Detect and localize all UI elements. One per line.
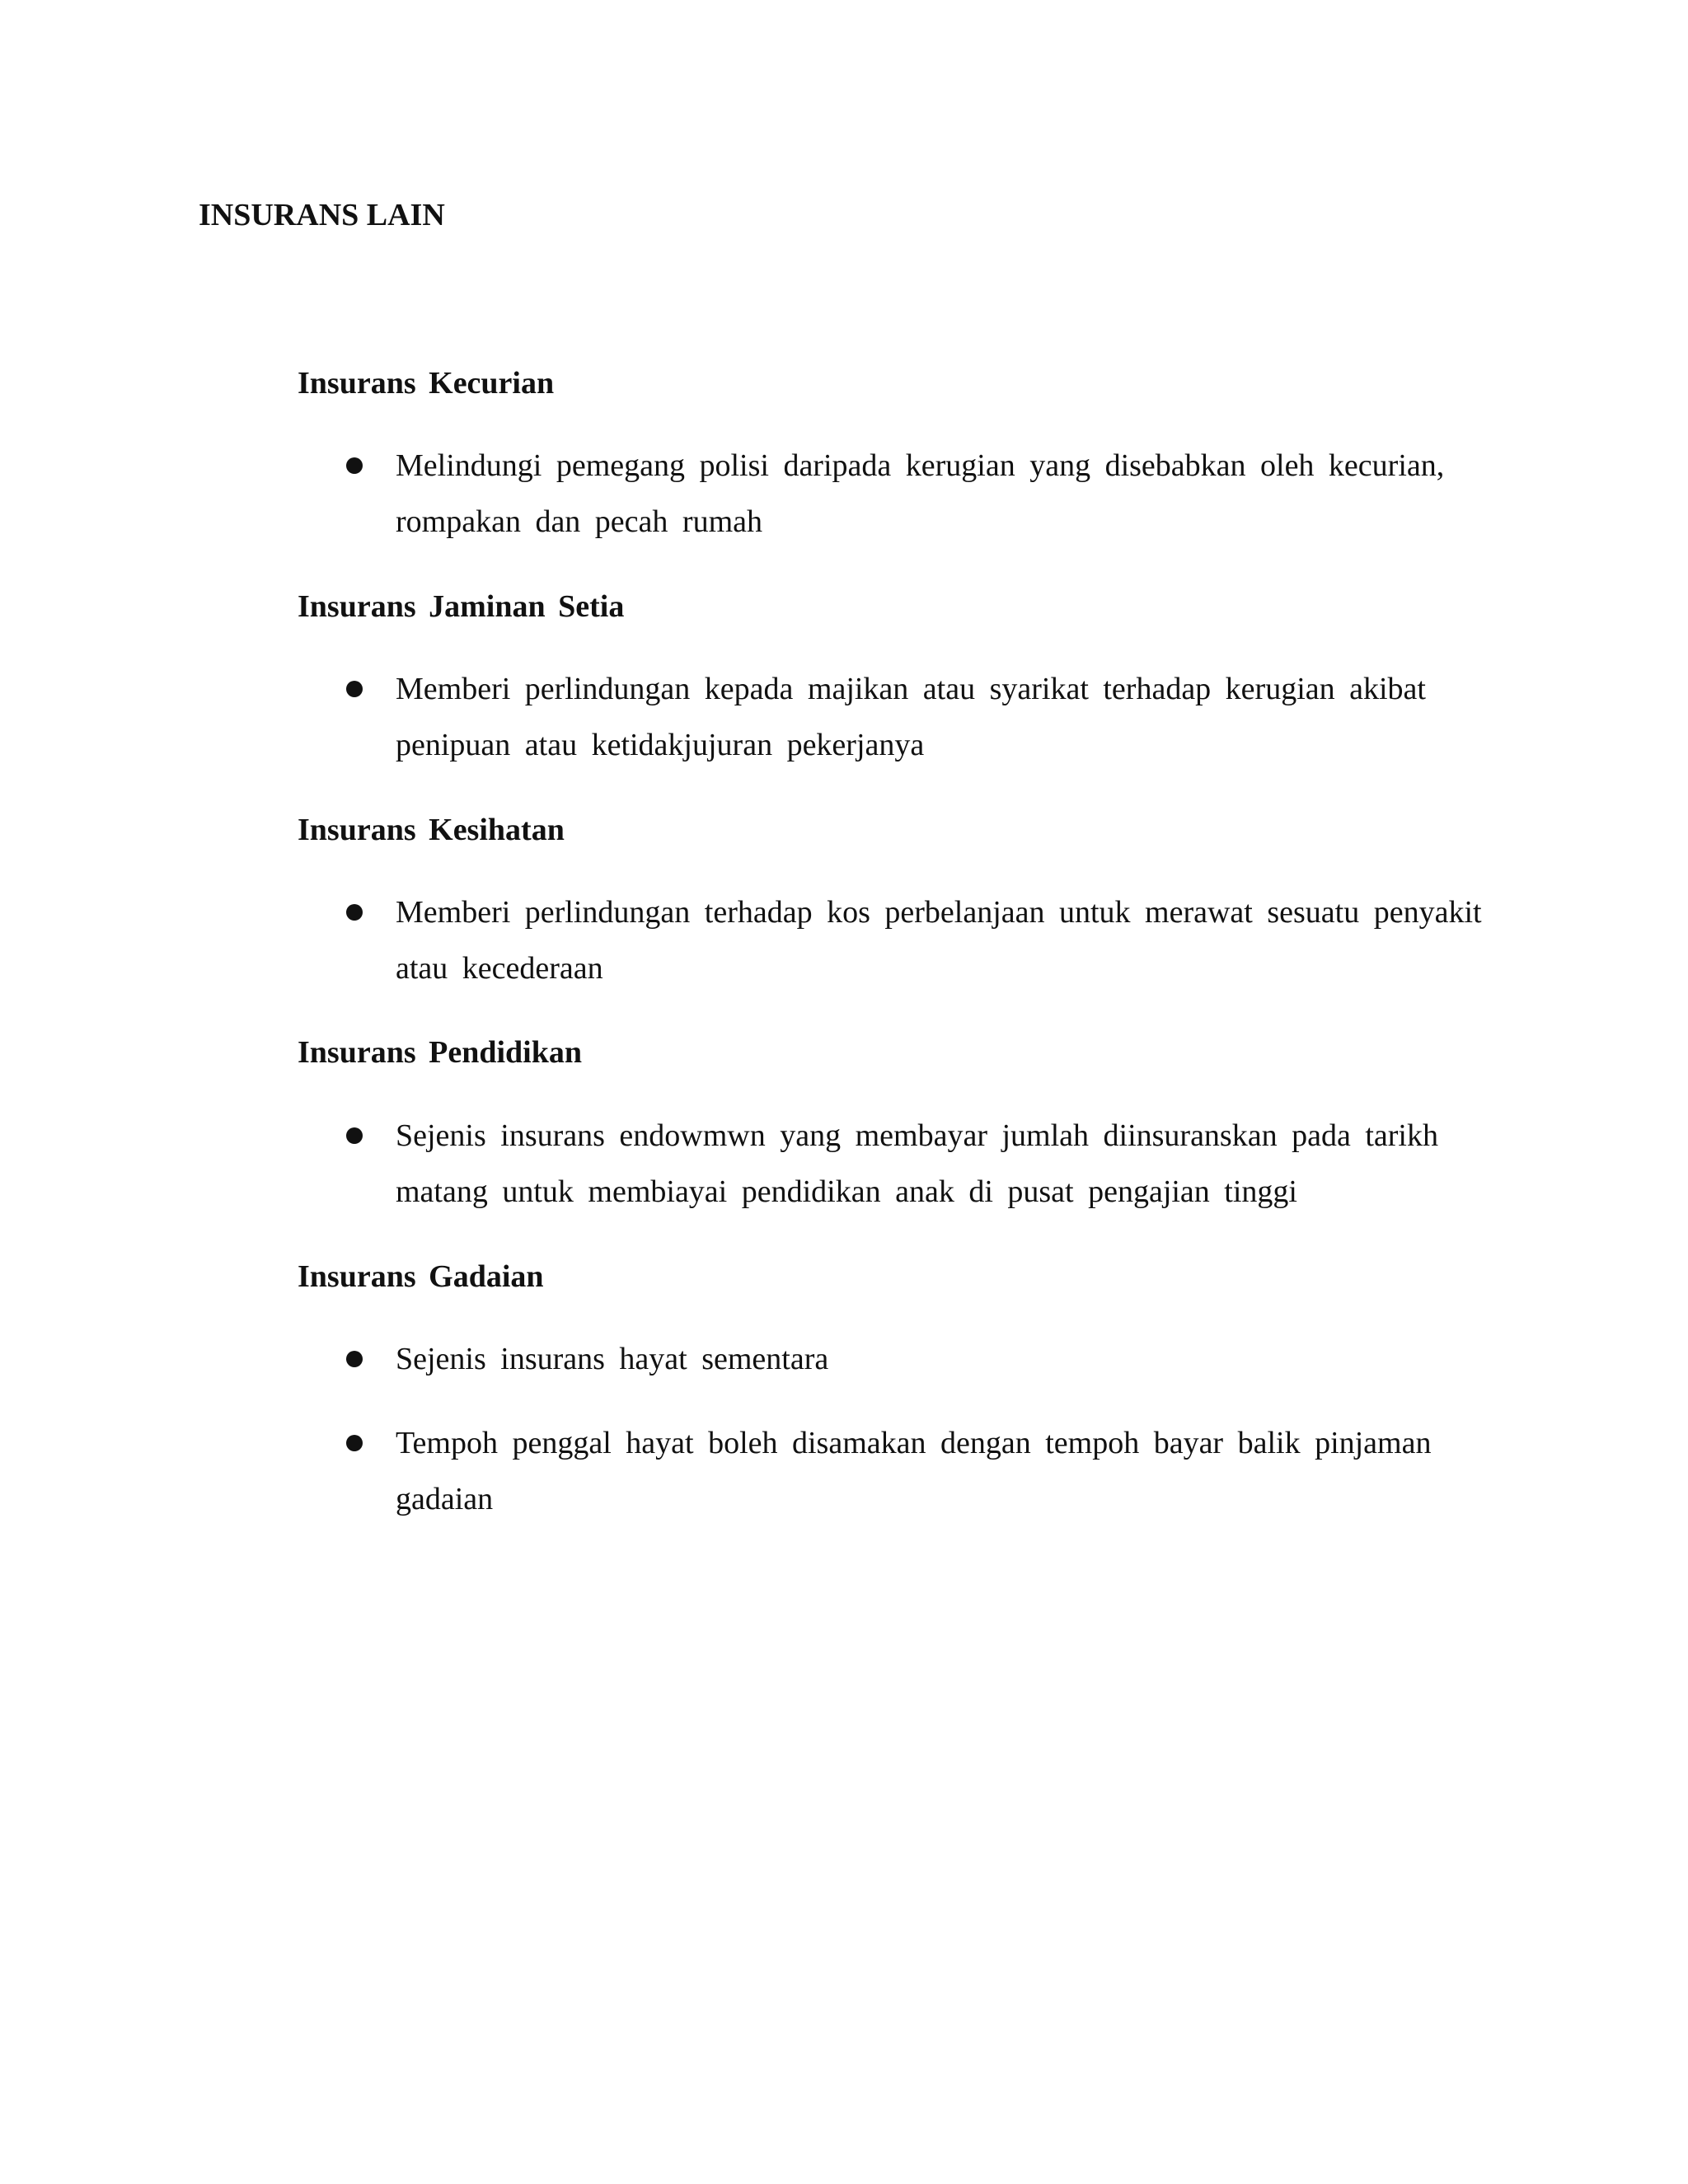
section-heading-gadaian: Insurans Gadaian (298, 1259, 544, 1294)
bullet-text-kecurian: Melindungi pemegang polisi daripada kerugian yang disebabkan oleh kecurian, rompakan dan pecah rumah (396, 448, 1445, 539)
section-heading-pendidikan: Insurans Pendidikan (298, 1035, 582, 1070)
bullet-text-gadaian-2: Tempoh penggal hayat boleh disamakan dengan tempoh bayar balik pinjaman gadaian (396, 1426, 1432, 1516)
bullet-icon (346, 1435, 363, 1451)
document-title: INSURANS LAIN (199, 198, 445, 232)
section-heading-kesihatan: Insurans Kesihatan (298, 813, 565, 847)
bullet-text-jaminan-setia: Memberi perlindungan kepada majikan atau syarikat terhadap kerugian akibat penipuan atau ketidakjujuran pekerjanya (396, 672, 1426, 762)
section-heading-jaminan-setia: Insurans Jaminan Setia (298, 589, 625, 624)
bullet-icon (346, 681, 363, 697)
bullet-icon (346, 904, 363, 921)
bullet-text-gadaian-1: Sejenis insurans hayat sementara (396, 1342, 829, 1376)
section-heading-kecurian: Insurans Kecurian (298, 366, 555, 401)
bullet-icon (346, 1351, 363, 1367)
bullet-text-pendidikan: Sejenis insurans endowmwn yang membayar jumlah diinsuranskan pada tarikh matang untuk membiayai pendidikan anak di pusat pengajian tinggi (396, 1118, 1438, 1209)
bullet-icon (346, 457, 363, 474)
bullet-icon (346, 1127, 363, 1144)
bullet-text-kesihatan: Memberi perlindungan terhadap kos perbelanjaan untuk merawat sesuatu penyakit atau kecederaan (396, 895, 1482, 986)
